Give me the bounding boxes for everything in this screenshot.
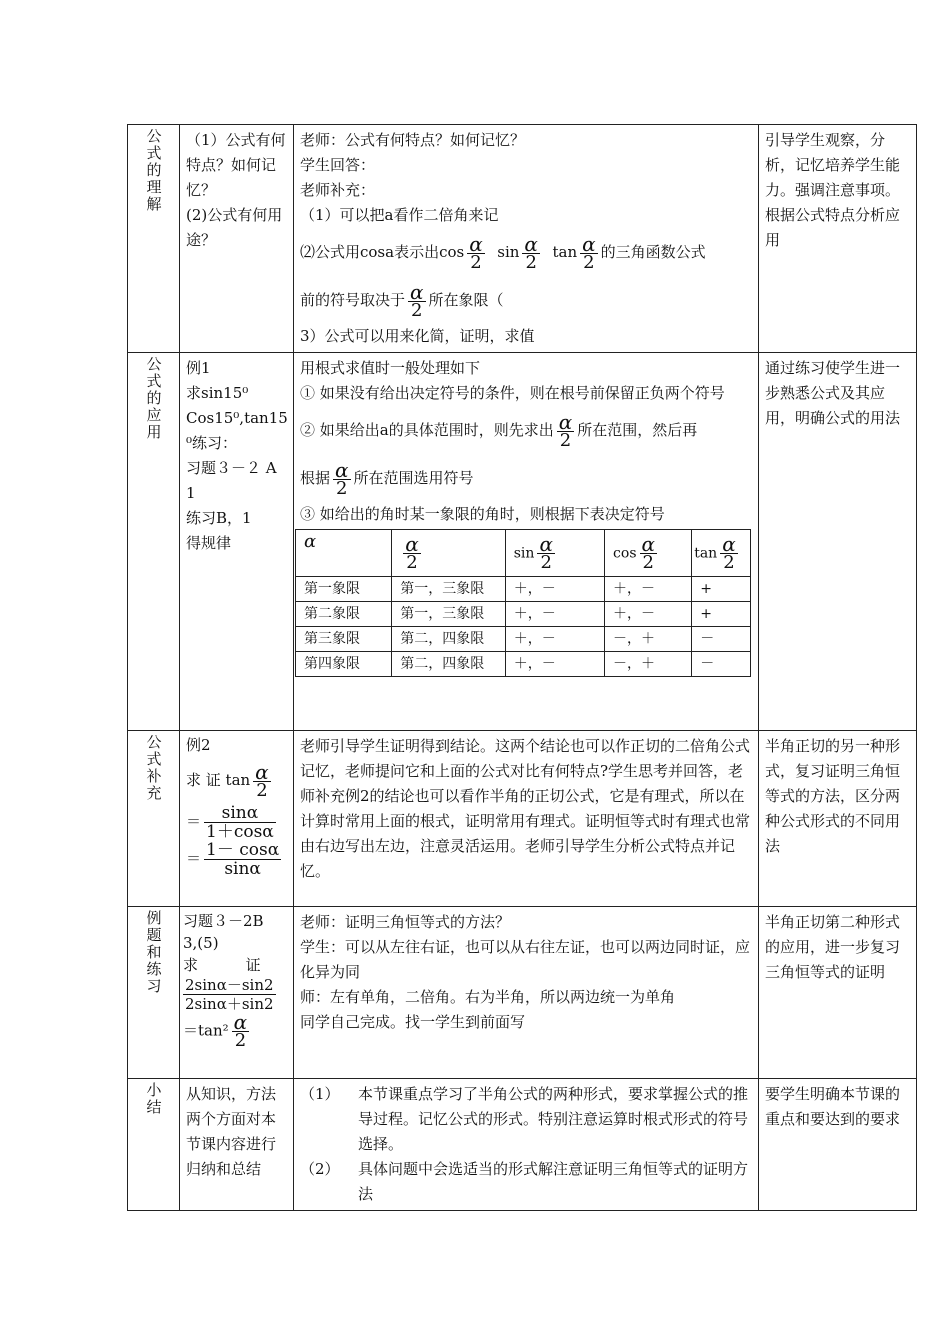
table-row: 第二象限 第一，三象限 ＋，－ ＋，－ + bbox=[296, 602, 751, 627]
activity-cell: （1）公式有何特点？如何记忆？ (2)公式有何用途？ bbox=[180, 125, 294, 353]
sign-table bbox=[295, 529, 751, 677]
section-row-examples bbox=[128, 907, 917, 1079]
purpose-cell: 半角正切的另一种形式，复习证明三角恒等式的方法，区分两种公式形式的不同用法 bbox=[759, 731, 917, 907]
table-row: 第四象限 第二，四象限 ＋，－ －，＋ － bbox=[296, 652, 751, 677]
teacher-cell: 老师：公式有何特点？如何记忆？ 学生回答： 老师补充： （1）可以把a看作二倍角来记 ⑵公式用cosa表示出cos $\frac{\alpha}{2}$ sin $\frac{\alpha}{2}$ tan $\frac{\alpha}{2}$ 的三角函数公式 前的符号取决于 $\frac{\alpha}{2}$ 所在象限（ 3）公式可以用来化简，证明，求值 bbox=[294, 125, 759, 353]
list-item: （2） 具体问题中会选适当的形式解注意证明三角恒等式的证明方法 bbox=[300, 1160, 749, 1203]
section-title: 公式补充 bbox=[128, 731, 180, 907]
section-row-supplement bbox=[128, 731, 917, 907]
fraction: $\frac{\alpha}{2}$ bbox=[255, 759, 269, 801]
fraction: $\frac{\alpha}{2}$ bbox=[582, 231, 596, 273]
fraction: $\frac{2\sin\alpha-\sin 2}{2\sin\alpha+\sin 2}$ bbox=[185, 976, 274, 1013]
section-row-summary bbox=[128, 1079, 917, 1211]
sign-table-header: α $\frac{\alpha}{2}$ sin $\frac{\alpha}{2}$ cos $\frac{\alpha}{2}$ tan $\frac{\alpha}{2}$ bbox=[296, 530, 751, 577]
table-row: 第一象限 第一，三象限 ＋，－ ＋，－ + bbox=[296, 577, 751, 602]
purpose-cell: 引导学生观察，分析，记忆培养学生能力。强调注意事项。根据公式特点分析应用 bbox=[759, 125, 917, 353]
fraction: $\frac{\alpha}{2}$ bbox=[524, 231, 538, 273]
fraction: $\frac{\sin\alpha}{1+\cos\alpha}$ bbox=[206, 803, 274, 842]
fraction: $\frac{\alpha}{2}$ bbox=[405, 531, 419, 573]
fraction: $\frac{\alpha}{2}$ bbox=[335, 457, 349, 499]
purpose-cell: 要学生明确本节课的重点和要达到的要求 bbox=[759, 1079, 917, 1211]
teacher-cell: 老师：证明三角恒等式的方法？ 学生：可以从左往右证，也可以从右往左证，也可以两边同时证，应化异为同 师：左有单角，二倍角。右为半角，所以两边统一为单角 同学自己完成。找一学生到前面写 bbox=[294, 907, 759, 1079]
formula-line: ⑵公式用cosa表示出cos $\frac{\alpha}{2}$ sin $\frac{\alpha}{2}$ tan $\frac{\alpha}{2}$ 的三角函数公式 bbox=[300, 231, 706, 273]
section-title: 例题和练习 bbox=[128, 907, 180, 1079]
fraction: $\frac{\alpha}{2}$ bbox=[410, 279, 424, 321]
fraction: $\frac{\alpha}{2}$ bbox=[233, 1010, 248, 1051]
purpose-cell: 通过练习使学生进一步熟悉公式及其应用，明确公式的用法 bbox=[759, 353, 917, 731]
section-title: 小结 bbox=[128, 1079, 180, 1211]
formula-line: 根据 $\frac{\alpha}{2}$ 所在范围选用符号 bbox=[300, 457, 474, 499]
fraction: $\frac{1- \cos\alpha}{\sin\alpha}$ bbox=[206, 840, 280, 879]
fraction: $\frac{\alpha}{2}$ bbox=[558, 409, 573, 451]
activity-cell: 例1 求sin15⁰ Cos15⁰,tan15 ⁰练习： 习题３－２ A 1 练习B，1 得规律 bbox=[180, 353, 294, 731]
section-title: 公式的理解 bbox=[128, 125, 180, 353]
table-row: 第三象限 第二，四象限 ＋，－ －，＋ － bbox=[296, 627, 751, 652]
activity-cell: 习题３－2B 3,(5) 求 证 $\frac{2\sin\alpha-\sin 2}{2\sin\alpha+\sin 2}$ ＝tan² $\frac{\alpha}{2}$ bbox=[180, 907, 294, 1079]
teacher-cell bbox=[294, 1079, 759, 1211]
fraction: $\frac{\alpha}{2}$ bbox=[469, 231, 483, 273]
teacher-cell: 老师引导学生证明得到结论。这两个结论也可以作正切的二倍角公式记忆，老师提问它和上面的公式对比有何特点?学生思考并回答，老师补充例2的结论也可以看作半角的正切公式，它是有理式，所以在计算时常用上面的根式，证明常用有理式。证明恒等式时有理式也常由右边写出左边，注意灵活运用。老师引导学生分析公式特点并记忆。 bbox=[294, 731, 759, 907]
activity-cell: 从知识，方法两个方面对本节课内容进行归纳和总结 bbox=[180, 1079, 294, 1211]
teacher-cell: 用根式求值时一般处理如下 ① 如果没有给出决定符号的条件，则在根号前保留正负两个符号 ② 如果给出a的具体范围时，则先求出 $\frac{\alpha}{2}$ 所在范围，然后再 根据 $\frac{\alpha}{2}$ 所在范围选用符号 ③ 如给出的角时某一象限的角时，则根据下表决定符号 α $\frac{\alpha}{2}$ sin $\frac{\alpha}{2}$ cos $\frac{\alpha}{2}$ tan $\frac{\alpha}{2}$ 第一象限 第一，三象限 ＋，－ ＋，－ + 第二象限 第一，三象限 ＋，－ ＋，－ + 第三象限 第二，四象限 ＋，－ －，＋ － 第四象限 第二，四象限 ＋，－ －，＋ － bbox=[294, 353, 759, 731]
list-item: （1） 本节课重点学习了半角公式的两种形式，要求掌握公式的推导过程。记忆公式的形式。特别注意运算时根式形式的符号选择。 bbox=[300, 1085, 749, 1153]
activity-cell: 例2 求 证 tan $\frac{\alpha}{2}$ ＝ $\frac{\sin\alpha}{1+\cos\alpha}$ ＝ $\frac{1- \cos\alpha}{\sin\alpha}$ bbox=[180, 731, 294, 907]
formula-line: ② 如果给出a的具体范围时，则先求出 $\frac{\alpha}{2}$ 所在范围，然后再 bbox=[300, 409, 698, 451]
section-title: 公式的应用 bbox=[128, 353, 180, 731]
formula-line: 前的符号取决于 $\frac{\alpha}{2}$ 所在象限（ bbox=[300, 279, 504, 321]
purpose-cell: 半角正切第二种形式的应用，进一步复习三角恒等式的证明 bbox=[759, 907, 917, 1079]
lesson-plan-table bbox=[127, 124, 917, 1211]
section-row-understanding bbox=[128, 125, 917, 353]
section-row-application bbox=[128, 353, 917, 731]
